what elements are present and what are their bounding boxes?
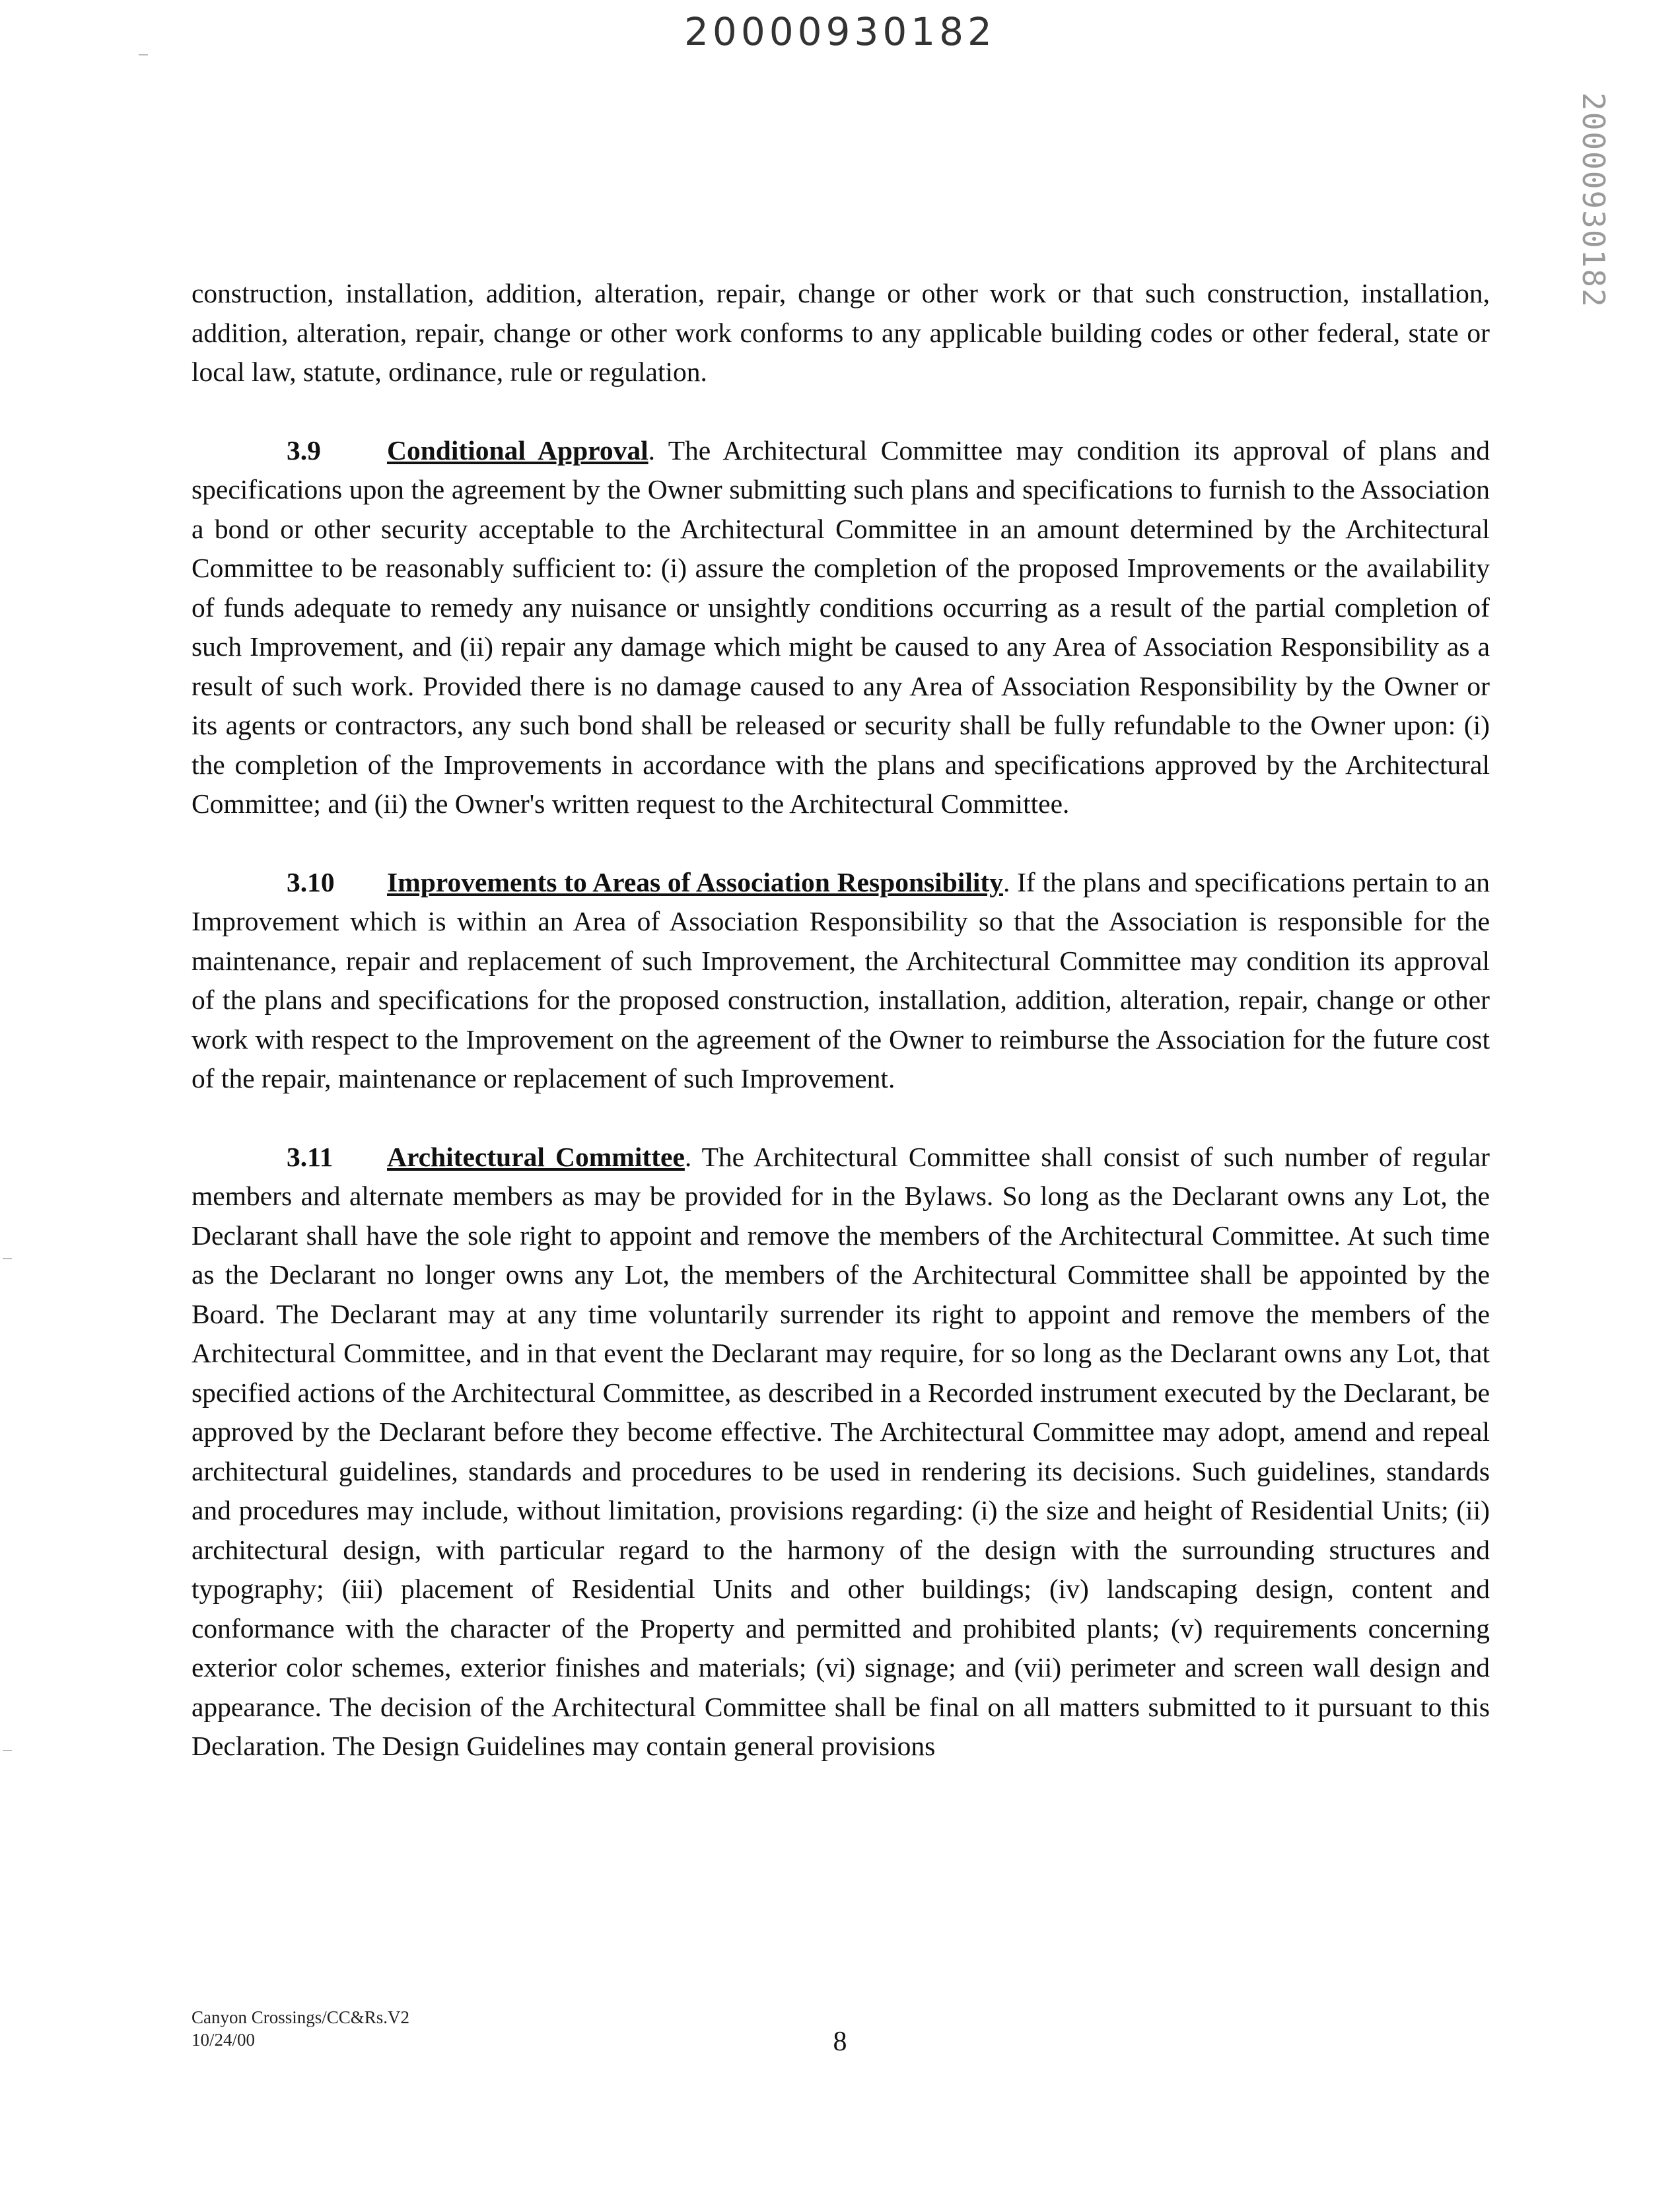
section-title: Improvements to Areas of Association Responsibility <box>387 866 1003 897</box>
section-3-11 <box>192 1138 1490 1766</box>
section-body: . The Architectural Committee shall consist of such number of regular members and alternate members as may be provided for in the Bylaws. So long as the Declarant owns any Lot, the Declarant shall have the sole right to appoint and remove the members of the Architectural Committee. At such time as the Declarant no longer owns any Lot, the members of the Architectural Committee shall be appointed by the Board. The Declarant may at any time voluntarily surrender its right to appoint and remove the members of the Architectural Committee, and in that event the Declarant may require, for so long as the Declarant owns any Lot, that specified actions of the Architectural Committee, as described in a Recorded instrument executed by the Declarant, be approved by the Declarant before they become effective. The Architectural Committee may adopt, amend and repeal architectural guidelines, standards and procedures to be used in rendering its decisions. Such guidelines, standards and procedures may include, without limitation, provisions regarding: (i) the size and height of Residential Units; (ii) architectural design, with particular regard to the harmony of the design with the surrounding structures and typography; (iii) placement of Residential Units and other buildings; (iv) landscaping design, content and conformance with the character of the Property and permitted and prohibited plants; (v) requirements concerning exterior color schemes, exterior finishes and materials; (vi) signage; and (vii) perimeter and screen wall design and appearance. The decision of the Architectural Committee shall be final on all matters submitted to it pursuant to this Declaration. The Design Guidelines may contain general provisions <box>192 1141 1490 1761</box>
scan-mark <box>3 1750 12 1751</box>
section-body: . The Architectural Committee may condition its approval of plans and specifications upon the agreement by the Owner submitting such plans and specifications to furnish to the Association a bond or other security acceptable to the Architectural Committee in an amount determined by the Architectural Committee to be reasonably sufficient to: (i) assure the completion of the proposed Improvements or the availability of funds adequate to remedy any nuisance or unsightly conditions occurring as a result of the partial completion of such Improvement, and (ii) repair any damage which might be caused to any Area of Association Responsibility as a result of such work. Provided there is no damage caused to any Area of Association Responsibility by the Owner or its agents or contractors, any such bond shall be released or security shall be fully refundable to the Owner upon: (i) the completion of the Improvements in accordance with the plans and specifications approved by the Architectural Committee; and (ii) the Owner's written request to the Architectural Committee. <box>192 434 1490 819</box>
footer-date: 10/24/00 <box>192 2030 256 2050</box>
section-3-9 <box>192 431 1490 824</box>
margin-document-stamp: 20000930182 <box>1576 92 1611 308</box>
section-3-10 <box>192 863 1490 1099</box>
page-number: 8 <box>833 2027 847 2057</box>
footer-file-ref: Canyon Crossings/CC&Rs.V2 <box>192 2007 410 2027</box>
section-number: 3.9 <box>287 434 321 466</box>
section-title: Architectural Committee <box>387 1141 685 1172</box>
section-number: 3.10 <box>287 866 335 897</box>
section-body: . If the plans and specifications pertain to an Improvement which is within an Area of Association Responsibility so that the Association is responsible for the maintenance, repair and replacement of such Improvement, the Architectural Committee may condition its approval of the plans and specifications for the proposed construction, installation, addition, alteration, repair, change or other work with respect to the Improvement on the agreement of the Owner to reimburse the Association for the future cost of the repair, maintenance or replacement of such Improvement. <box>192 866 1490 1094</box>
scan-mark <box>3 1258 12 1259</box>
document-number-header: 20000930182 <box>684 9 996 54</box>
continuation-paragraph: construction, installation, addition, alteration, repair, change or other work or that such construction, installation, addition, alteration, repair, change or other work conforms to any applicable building codes or other federal, state or local law, statute, ordinance, rule or regulation. <box>192 278 1490 387</box>
scan-mark <box>139 54 148 55</box>
document-body <box>192 274 1490 1766</box>
section-number: 3.11 <box>287 1141 333 1172</box>
section-title: Conditional Approval <box>387 434 648 466</box>
